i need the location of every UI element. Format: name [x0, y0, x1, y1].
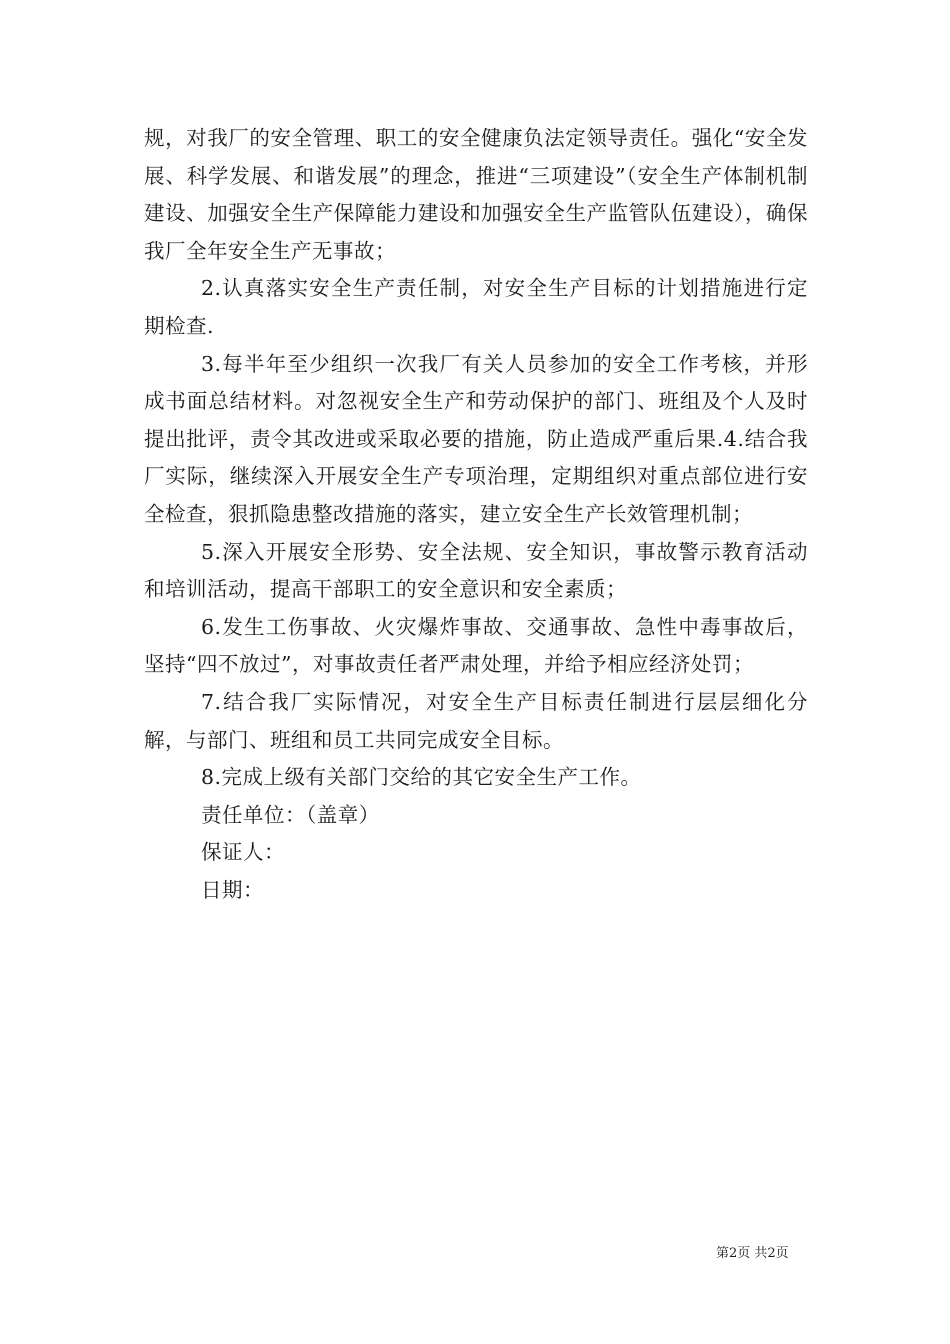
paragraph-5: 6.发生工伤事故、火灾爆炸事故、交通事故、急性中毒事故后，坚持“四不放过”，对事故责任者严肃处理，并给予相应经济处罚；	[144, 614, 808, 677]
document-body	[144, 120, 808, 909]
paragraph-2: 2.认真落实安全生产责任制，对安全生产目标的计划措施进行定期检查.	[144, 276, 808, 338]
paragraph-4: 5.深入开展安全形势、安全法规、安全知识，事故警示教育活动和培训活动，提高干部职工的安全意识和安全素质；	[144, 539, 808, 602]
signature-unit: 责任单位：（盖章）	[201, 802, 380, 827]
signature-date: 日期：	[201, 877, 264, 902]
signature-guarantor: 保证人：	[201, 840, 285, 865]
paragraph-3: 3.每半年至少组织一次我厂有关人员参加的安全工作考核，并形成书面总结材料。对忽视安全生产和劳动保护的部门、班组及个人及时提出批评，责令其改进或采取必要的措施，防止造成严重后果.4.结合我厂实际，继续深入开展安全生产专项治理，定期组织对重点部位进行安全检查，狠抓隐患整改措施的落实，建立安全生产长效管理机制；	[144, 351, 808, 526]
page-number: 第2页 共2页	[716, 1246, 789, 1261]
paragraph-1: 规，对我厂的安全管理、职工的安全健康负法定领导责任。强化“安全发展、科学发展、和谐发展”的理念，推进“三项建设”（安全生产体制机制建设、加强安全生产保障能力建设和加强安全生产监管队伍建设），确保我厂全年安全生产无事故；	[144, 126, 808, 263]
paragraph-6: 7.结合我厂实际情况，对安全生产目标责任制进行层层细化分解，与部门、班组和员工共同完成安全目标。	[144, 689, 808, 752]
paragraph-7: 8.完成上级有关部门交给的其它安全生产工作。	[201, 765, 642, 790]
